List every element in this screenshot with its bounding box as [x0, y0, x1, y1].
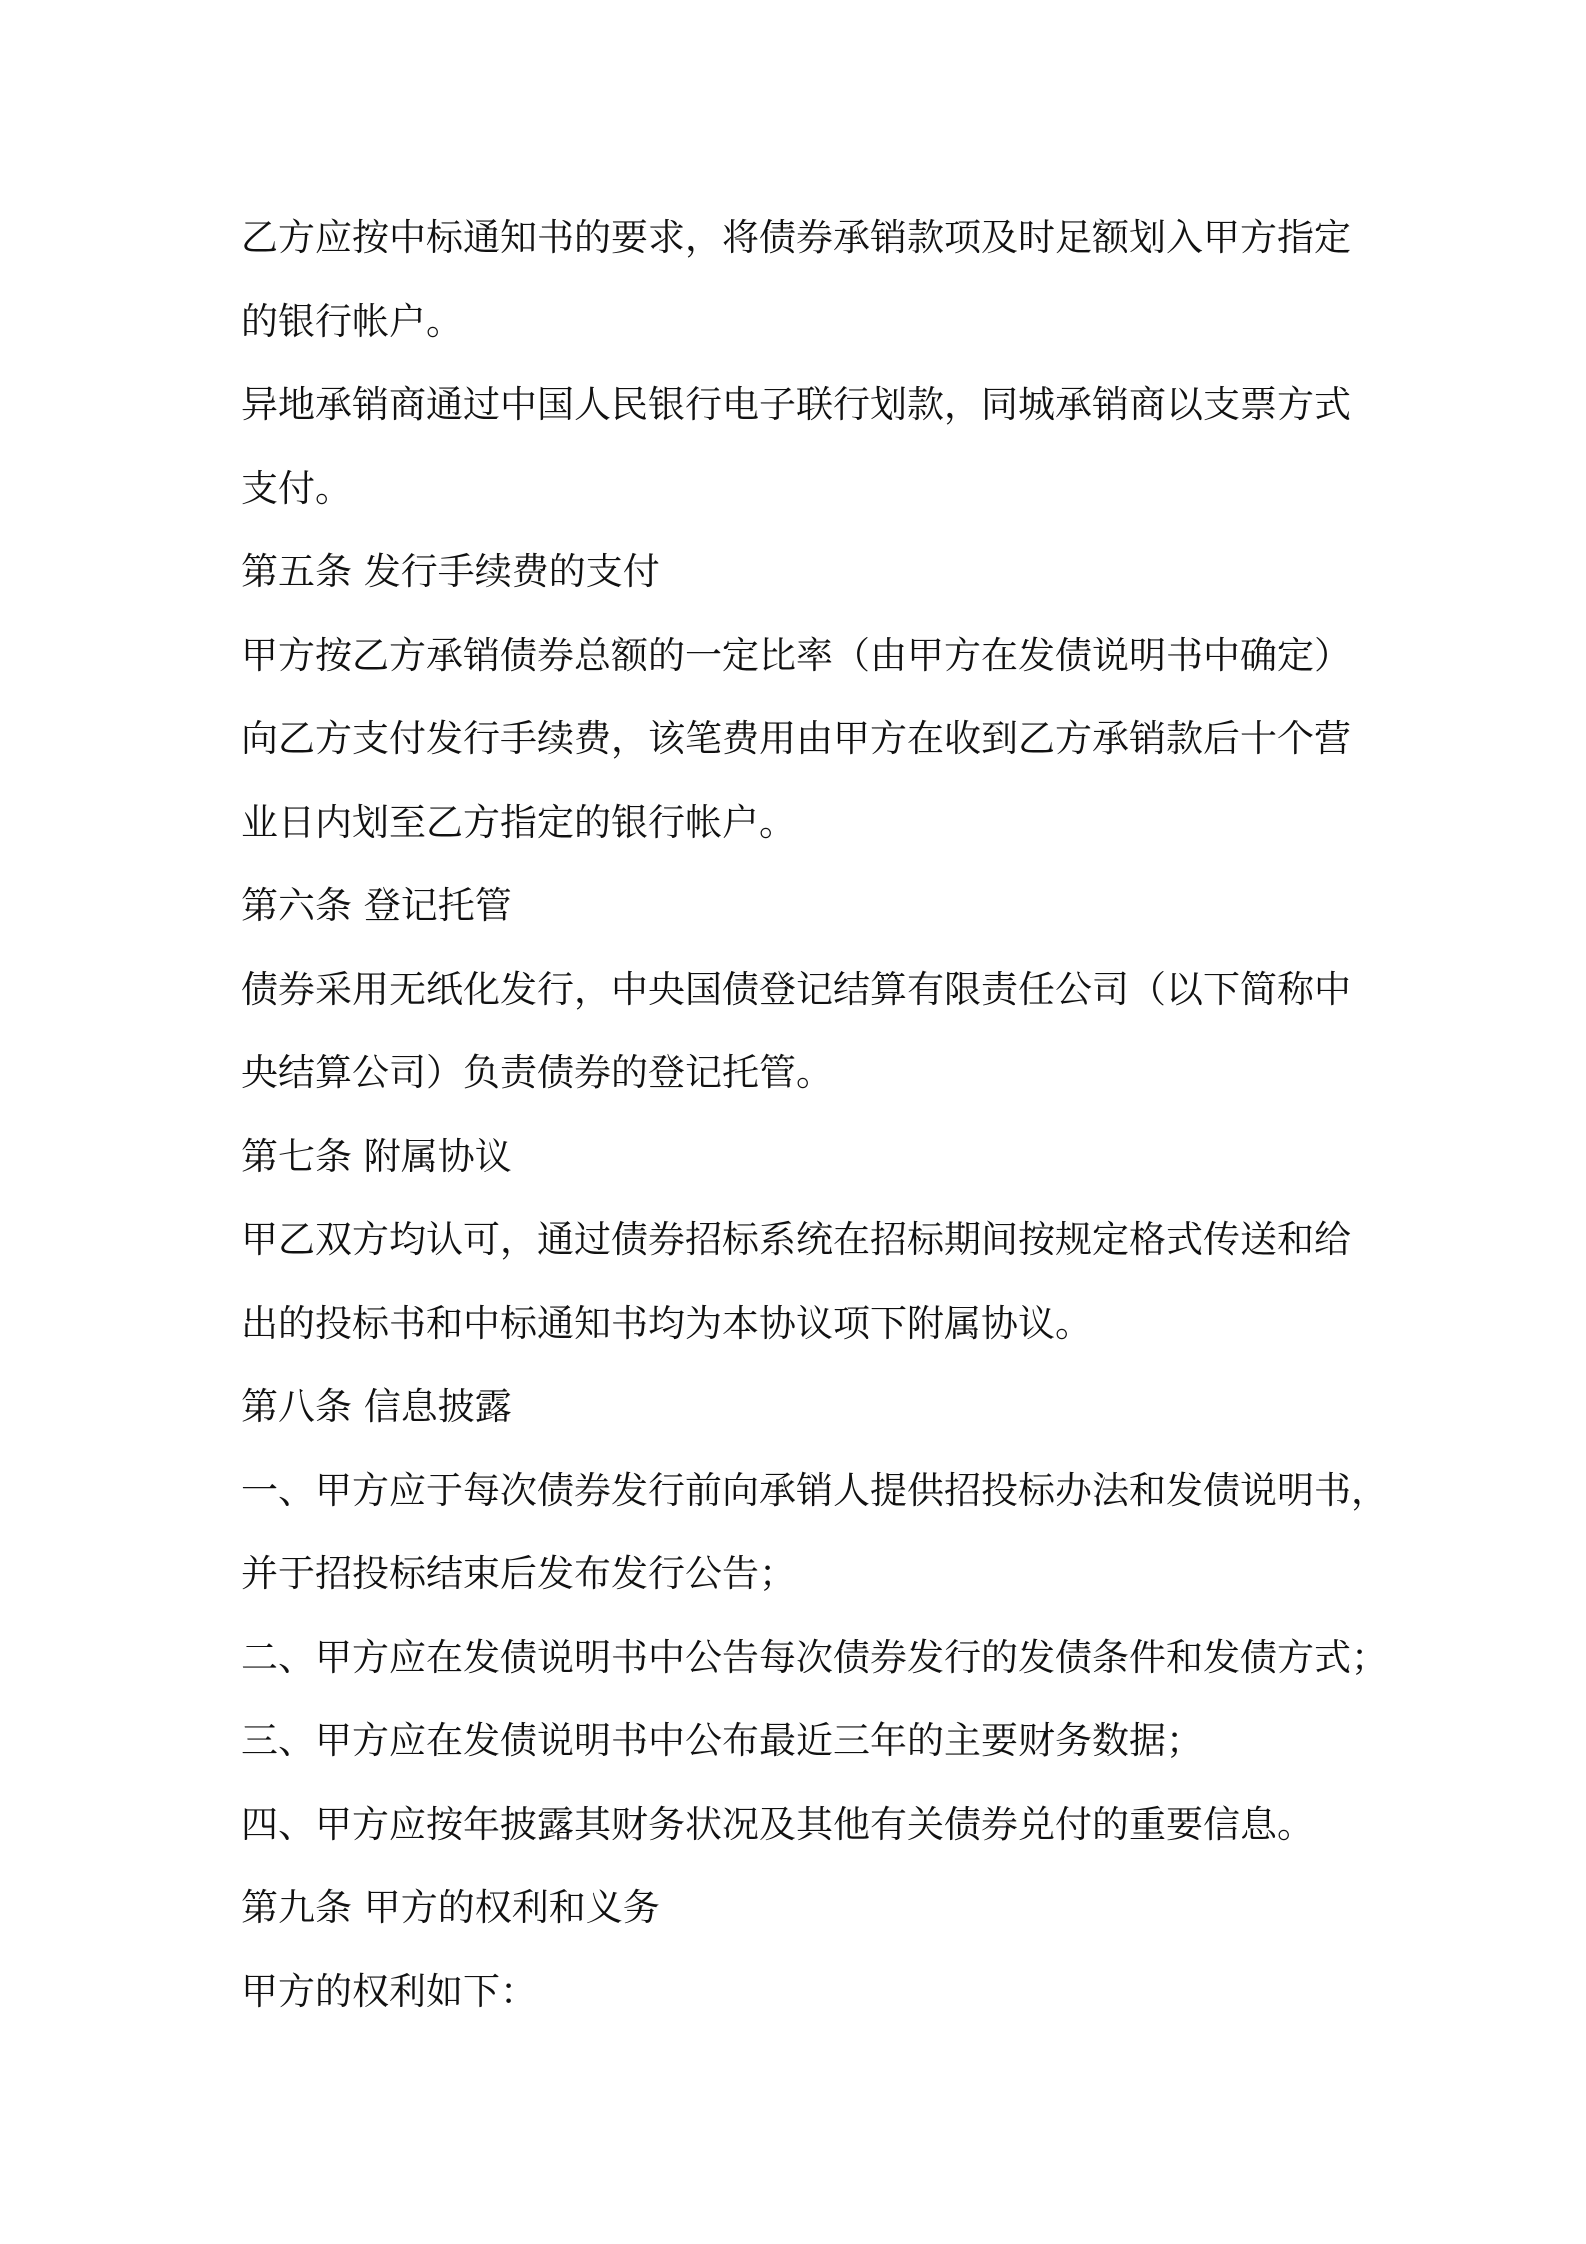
paragraph-line: 出的投标书和中标通知书均为本协议项下附属协议。 — [241, 1301, 1092, 1345]
paragraph-line: 异地承销商通过中国人民银行电子联行划款，同城承销商以支票方式 — [241, 383, 1351, 426]
paragraph-line: 的银行帐户。 — [241, 299, 463, 343]
list-item-3: 三、甲方应在发债说明书中公布最近三年的主要财务数据； — [241, 1719, 1203, 1762]
paragraph-line: 向乙方支付发行手续费，该笔费用由甲方在收到乙方承销款后十个营 — [241, 717, 1351, 760]
section-heading-article-5: 第五条 发行手续费的支付 — [241, 550, 660, 593]
list-item-2: 二、甲方应在发债说明书中公告每次债券发行的发债条件和发债方式； — [241, 1635, 1388, 1679]
list-item-4: 四、甲方应按年披露其财务状况及其他有关债券兑付的重要信息。 — [241, 1802, 1314, 1846]
section-heading-article-7: 第七条 附属协议 — [241, 1134, 512, 1178]
paragraph-line: 央结算公司）负责债券的登记托管。 — [241, 1051, 833, 1094]
paragraph-line: 支付。 — [241, 466, 352, 510]
list-item-1: 一、甲方应于每次债券发行前向承销人提供招投标办法和发债说明书， — [241, 1468, 1388, 1512]
paragraph-line: 甲乙双方均认可，通过债券招标系统在招标期间按规定格式传送和给 — [241, 1218, 1351, 1261]
section-heading-article-8: 第八条 信息披露 — [241, 1385, 512, 1428]
document-body — [241, 196, 1388, 2033]
section-heading-article-9: 第九条 甲方的权利和义务 — [241, 1886, 660, 1929]
paragraph-line: 债券采用无纸化发行，中央国债登记结算有限责任公司（以下简称中 — [241, 967, 1351, 1011]
section-heading-article-6: 第六条 登记托管 — [241, 884, 512, 927]
paragraph-line: 甲方按乙方承销债券总额的一定比率（由甲方在发债说明书中确定） — [241, 633, 1351, 677]
paragraph-line: 业日内划至乙方指定的银行帐户。 — [241, 800, 796, 844]
paragraph-line: 乙方应按中标通知书的要求，将债券承销款项及时足额划入甲方指定 — [241, 216, 1351, 259]
paragraph-line: 甲方的权利如下： — [241, 1969, 537, 2013]
list-item-1-continued: 并于招投标结束后发布发行公告； — [241, 1552, 796, 1595]
